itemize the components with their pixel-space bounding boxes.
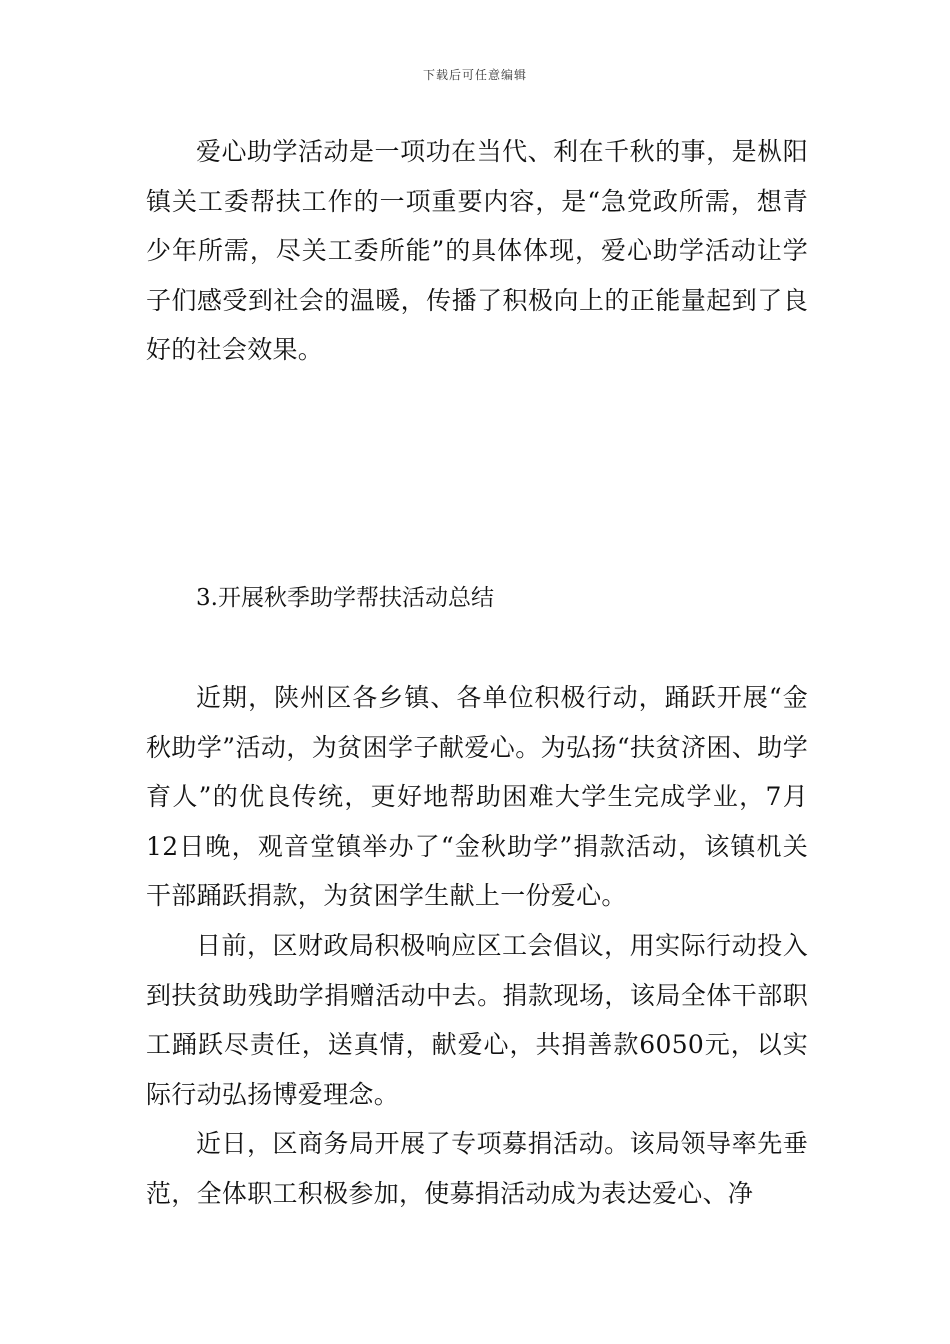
paragraph-finance-bureau: 日前，区财政局积极响应区工会倡议，用实际行动投入到扶贫助残助学捐赠活动中去。捐款现场，该局全体干部职工踊跃尽责任，送真情，献爱心，共捐善款6050元，以实际行动弘扬博爱理念。 (146, 931, 808, 1109)
section-heading: 3.开展秋季助学帮扶活动总结 (196, 585, 494, 611)
page-header-note: 下载后可任意编辑 (422, 68, 527, 82)
paragraph-commerce-bureau: 近日，区商务局开展了专项募捐活动。该局领导率先垂范，全体职工积极参加，使募捐活动成为表达爱心、净 (146, 1129, 808, 1208)
paragraph-charity-intro: 爱心助学活动是一项功在当代、利在千秋的事，是枞阳镇关工委帮扶工作的一项重要内容，是“急党政所需，想青少年所需，尽关工委所能”的具体体现，爱心助学活动让学子们感受到社会的温暖，传播了积极向上的正能量起到了良好的社会效果。 (146, 137, 808, 364)
paragraph-jinqiu-zhuxue: 近期，陕州区各乡镇、各单位积极行动，踊跃开展“金秋助学”活动，为贫困学子献爱心。为弘扬“扶贫济困、助学育人”的优良传统，更好地帮助困难大学生完成学业，7月12日晚，观音堂镇举办了“金秋助学”捐款活动，该镇机关干部踊跃捐款，为贫困学生献上一份爱心。 (146, 683, 808, 910)
